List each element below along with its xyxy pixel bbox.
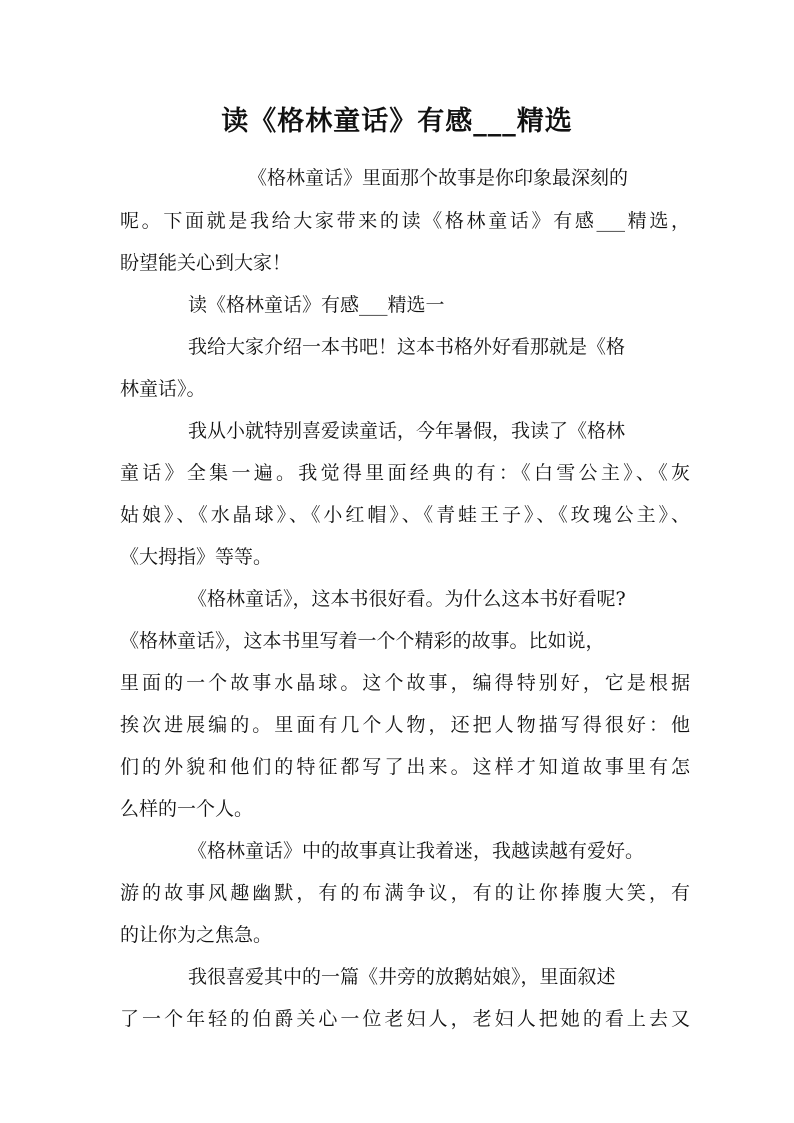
paragraph-line: 童话》全集一遍。我觉得里面经典的有：《白雪公主》、《灰 <box>120 462 690 484</box>
paragraph-line: 游的故事风趣幽默，有的布满争议，有的让你捧腹大笑，有 <box>120 882 690 904</box>
paragraph-line: 呢。下面就是我给大家带来的读《格林童话》有感___精选， <box>120 210 690 232</box>
paragraph-line: 《格林童话》里面那个故事是你印象最深刻的 <box>248 167 629 189</box>
paragraph-line: 《大拇指》等等。 <box>120 546 273 568</box>
paragraph-line: 盼望能关心到大家！ <box>120 252 292 274</box>
paragraph-line: 们的外貌和他们的特征都写了出来。这样才知道故事里有怎 <box>120 756 690 778</box>
paragraph-line: 我很喜爱其中的一篇《井旁的放鹅姑娘》，里面叙述 <box>188 966 616 988</box>
document-title: 读《格林童话》有感___精选 <box>221 106 573 137</box>
section-heading: 读《格林童话》有感___精选一 <box>188 294 445 316</box>
paragraph-line: 么样的一个人。 <box>120 798 254 820</box>
paragraph-line: 我给大家介绍一本书吧！这本书格外好看那就是《格 <box>188 336 626 358</box>
paragraph-line: 里面的一个故事水晶球。这个故事，编得特别好，它是根据 <box>120 672 690 694</box>
paragraph-line: 《格林童话》，这本书里写着一个个精彩的故事。比如说， <box>120 630 605 652</box>
paragraph-line: 《格林童话》，这本书很好看。为什么这本书好看呢? <box>188 588 626 610</box>
paragraph-line: 姑娘》、《水晶球》、《小红帽》、《青蛙王子》、《玫瑰公主》、 <box>120 504 690 526</box>
paragraph-line: 的让你为之焦急。 <box>120 924 273 946</box>
paragraph-line: 林童话》。 <box>120 378 206 400</box>
paragraph-line: 挨次进展编的。里面有几个人物，还把人物描写得很好：他 <box>120 714 690 736</box>
paragraph-line: 了一个年轻的伯爵关心一位老妇人，老妇人把她的看上去又 <box>120 1008 690 1030</box>
paragraph-line: 我从小就特别喜爱读童话，今年暑假，我读了《格林 <box>188 420 626 442</box>
paragraph-line: 《格林童话》中的故事真让我着迷，我越读越有爱好。 <box>188 840 645 862</box>
